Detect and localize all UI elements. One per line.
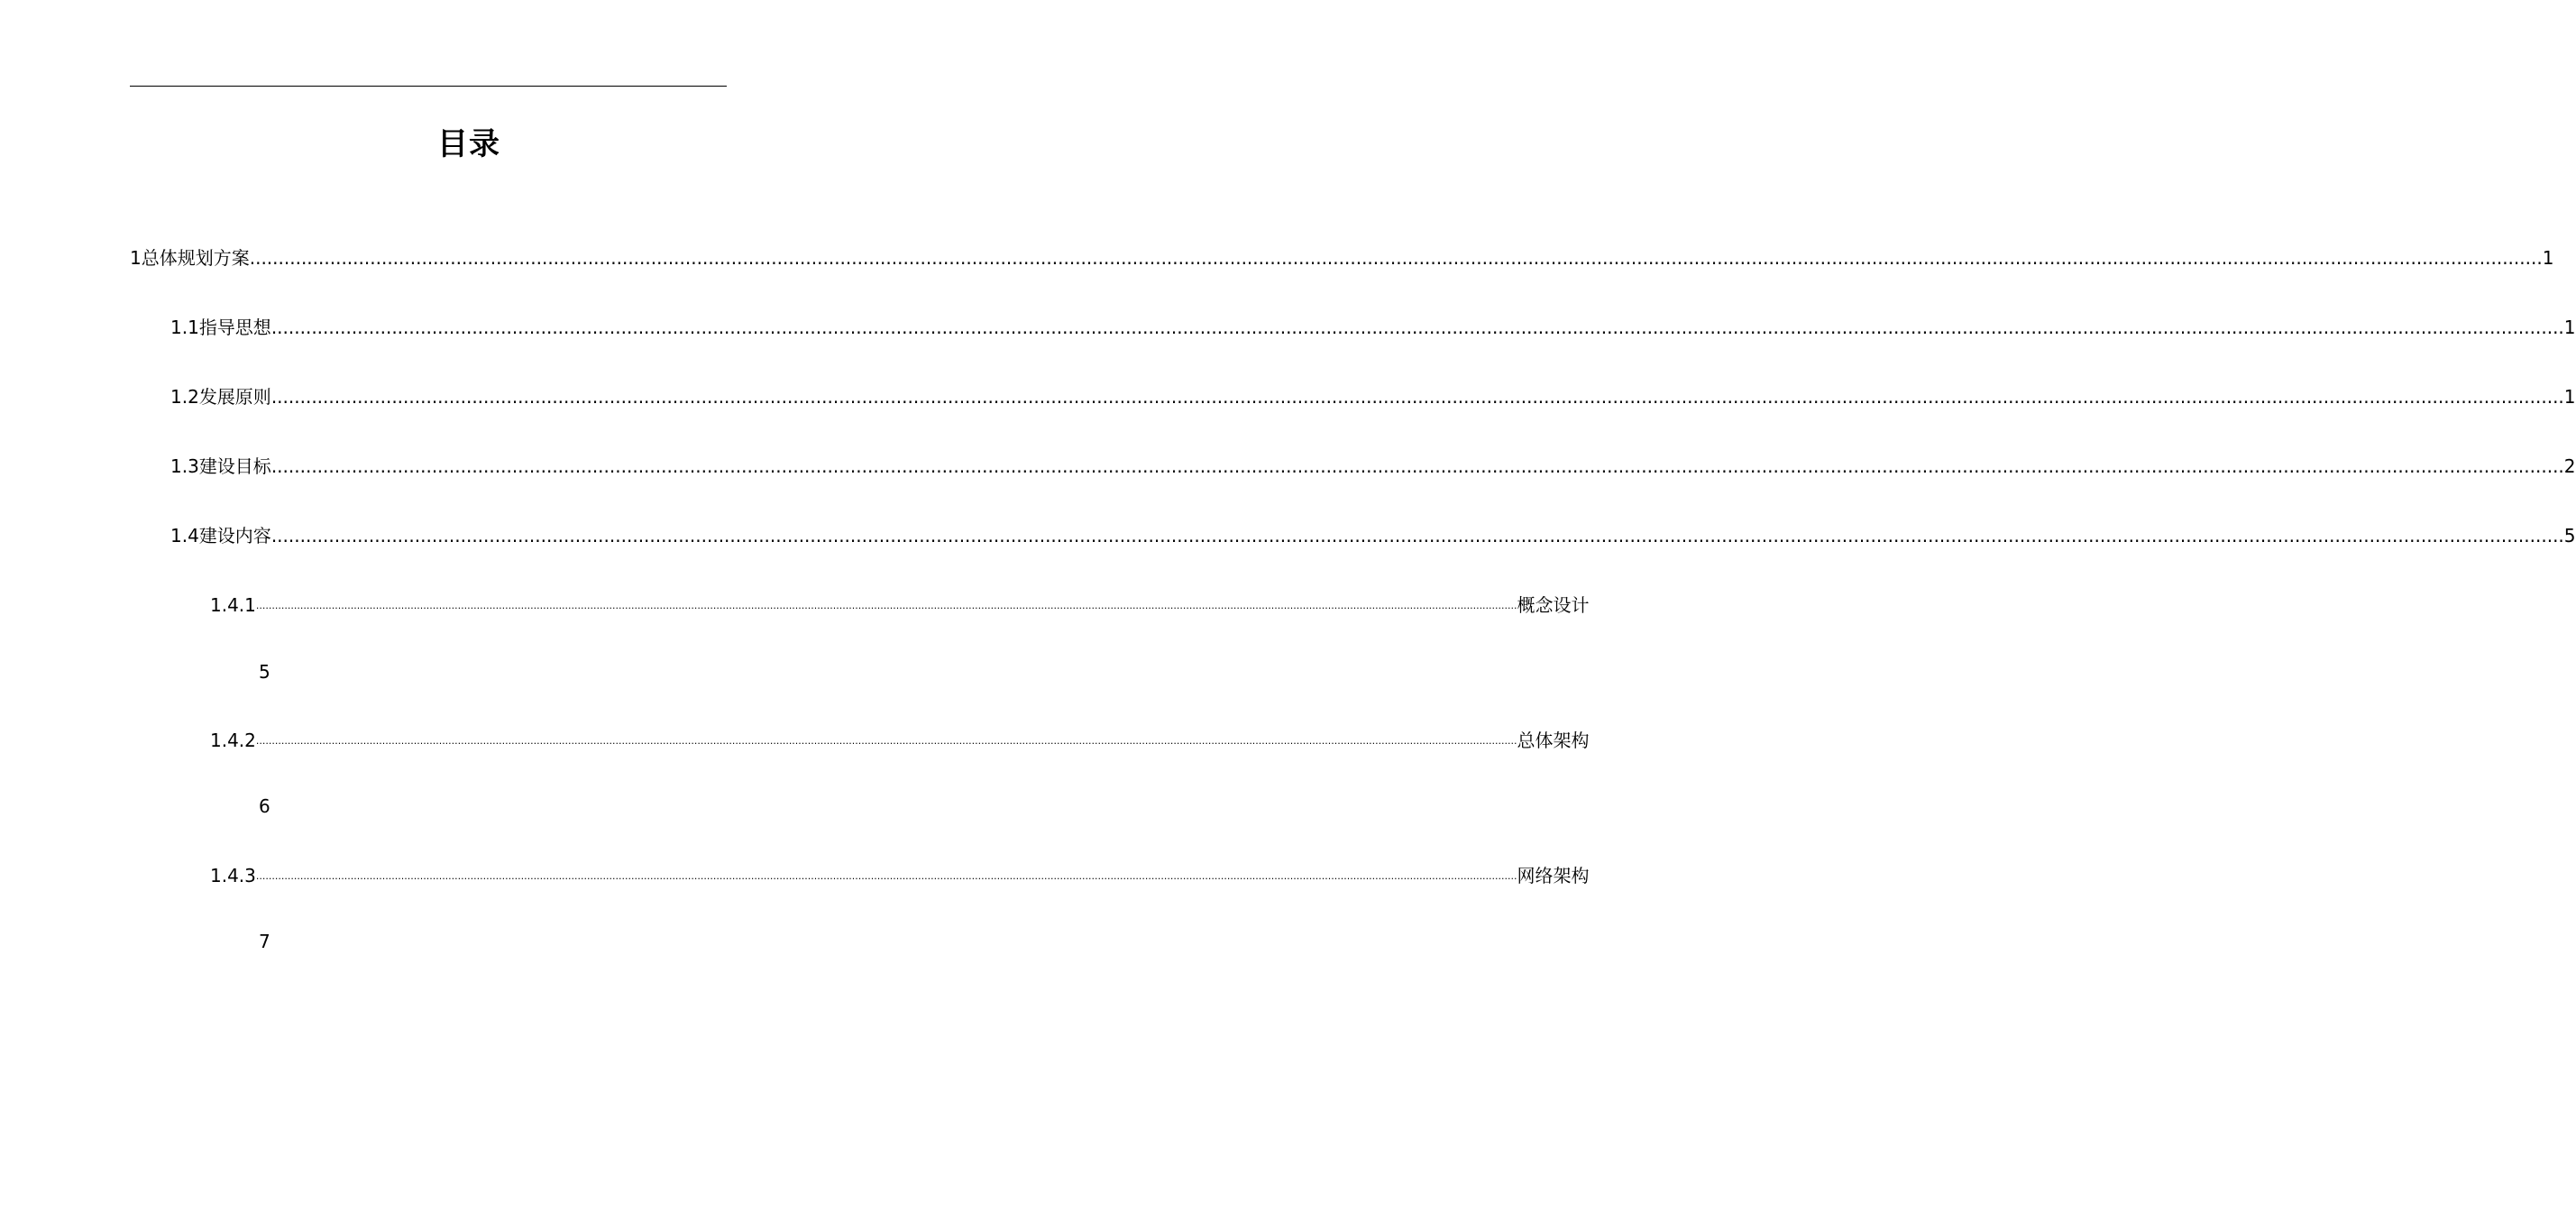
toc-entry-number: 1.4.1 — [210, 594, 256, 616]
toc-leader-dots: ................................................................................................................................................................................................................................................................................................................................................................................................................ — [255, 600, 1517, 611]
toc-entry-number: 1.4.3 — [210, 865, 256, 886]
toc-entry-title: 建设目标 — [198, 455, 271, 477]
toc-entry[interactable] — [170, 316, 2576, 339]
toc-entry[interactable] — [130, 246, 2554, 270]
toc-entry-page: 7 — [259, 931, 270, 952]
toc-entry-page: 5 — [259, 661, 270, 683]
toc-entry-title: 总体架构 — [1517, 730, 1590, 751]
toc-entry-title: 指导思想 — [198, 317, 271, 338]
toc-entry[interactable] — [170, 385, 2576, 409]
toc-entry-number: 1.3 — [170, 455, 199, 477]
toc-entry[interactable] — [210, 864, 1590, 887]
toc-entry-number: 1.4 — [170, 525, 199, 546]
toc-entry[interactable] — [170, 454, 2576, 478]
toc-entry-title: 网络架构 — [1517, 865, 1590, 886]
toc-leader-dots: ................................................................................................................................................................................................................................................................................................................................................................................................................ — [249, 247, 2543, 269]
toc-entry-title: 概念设计 — [1517, 594, 1590, 616]
toc-entry-page: 1 — [2563, 386, 2576, 408]
toc-entry-title: 总体规划方案 — [141, 247, 250, 269]
toc-entry-page: 1 — [2563, 317, 2576, 338]
toc-leader-dots: ................................................................................................................................................................................................................................................................................................................................................................................................................ — [255, 735, 1517, 747]
toc-entry[interactable] — [210, 729, 1590, 752]
toc-entry-page: 1 — [2542, 247, 2554, 269]
toc-entry[interactable] — [210, 593, 1590, 617]
toc-entry-title: 建设内容 — [198, 525, 271, 546]
toc-entry-page: 6 — [259, 795, 270, 817]
toc-entry-number: 1.4.2 — [210, 730, 256, 751]
toc-entry[interactable] — [170, 524, 2576, 547]
toc-entry-title: 发展原则 — [198, 386, 271, 408]
toc-entry-number: 1.1 — [170, 317, 199, 338]
toc-leader-dots: ................................................................................................................................................................................................................................................................................................................................................................................................................ — [270, 525, 2564, 546]
toc-entry-page: 5 — [2563, 525, 2576, 546]
header-rule — [130, 86, 727, 87]
toc-leader-dots: ................................................................................................................................................................................................................................................................................................................................................................................................................ — [255, 870, 1517, 882]
toc-leader-dots: ................................................................................................................................................................................................................................................................................................................................................................................................................ — [270, 386, 2564, 408]
toc-leader-dots: ................................................................................................................................................................................................................................................................................................................................................................................................................ — [270, 317, 2564, 338]
toc-leader-dots: ................................................................................................................................................................................................................................................................................................................................................................................................................ — [270, 455, 2564, 477]
toc-entry-number: 1 — [130, 247, 142, 269]
toc-entry-page: 2 — [2563, 455, 2576, 477]
toc-entry-number: 1.2 — [170, 386, 199, 408]
toc-title: 目录 — [437, 126, 500, 162]
